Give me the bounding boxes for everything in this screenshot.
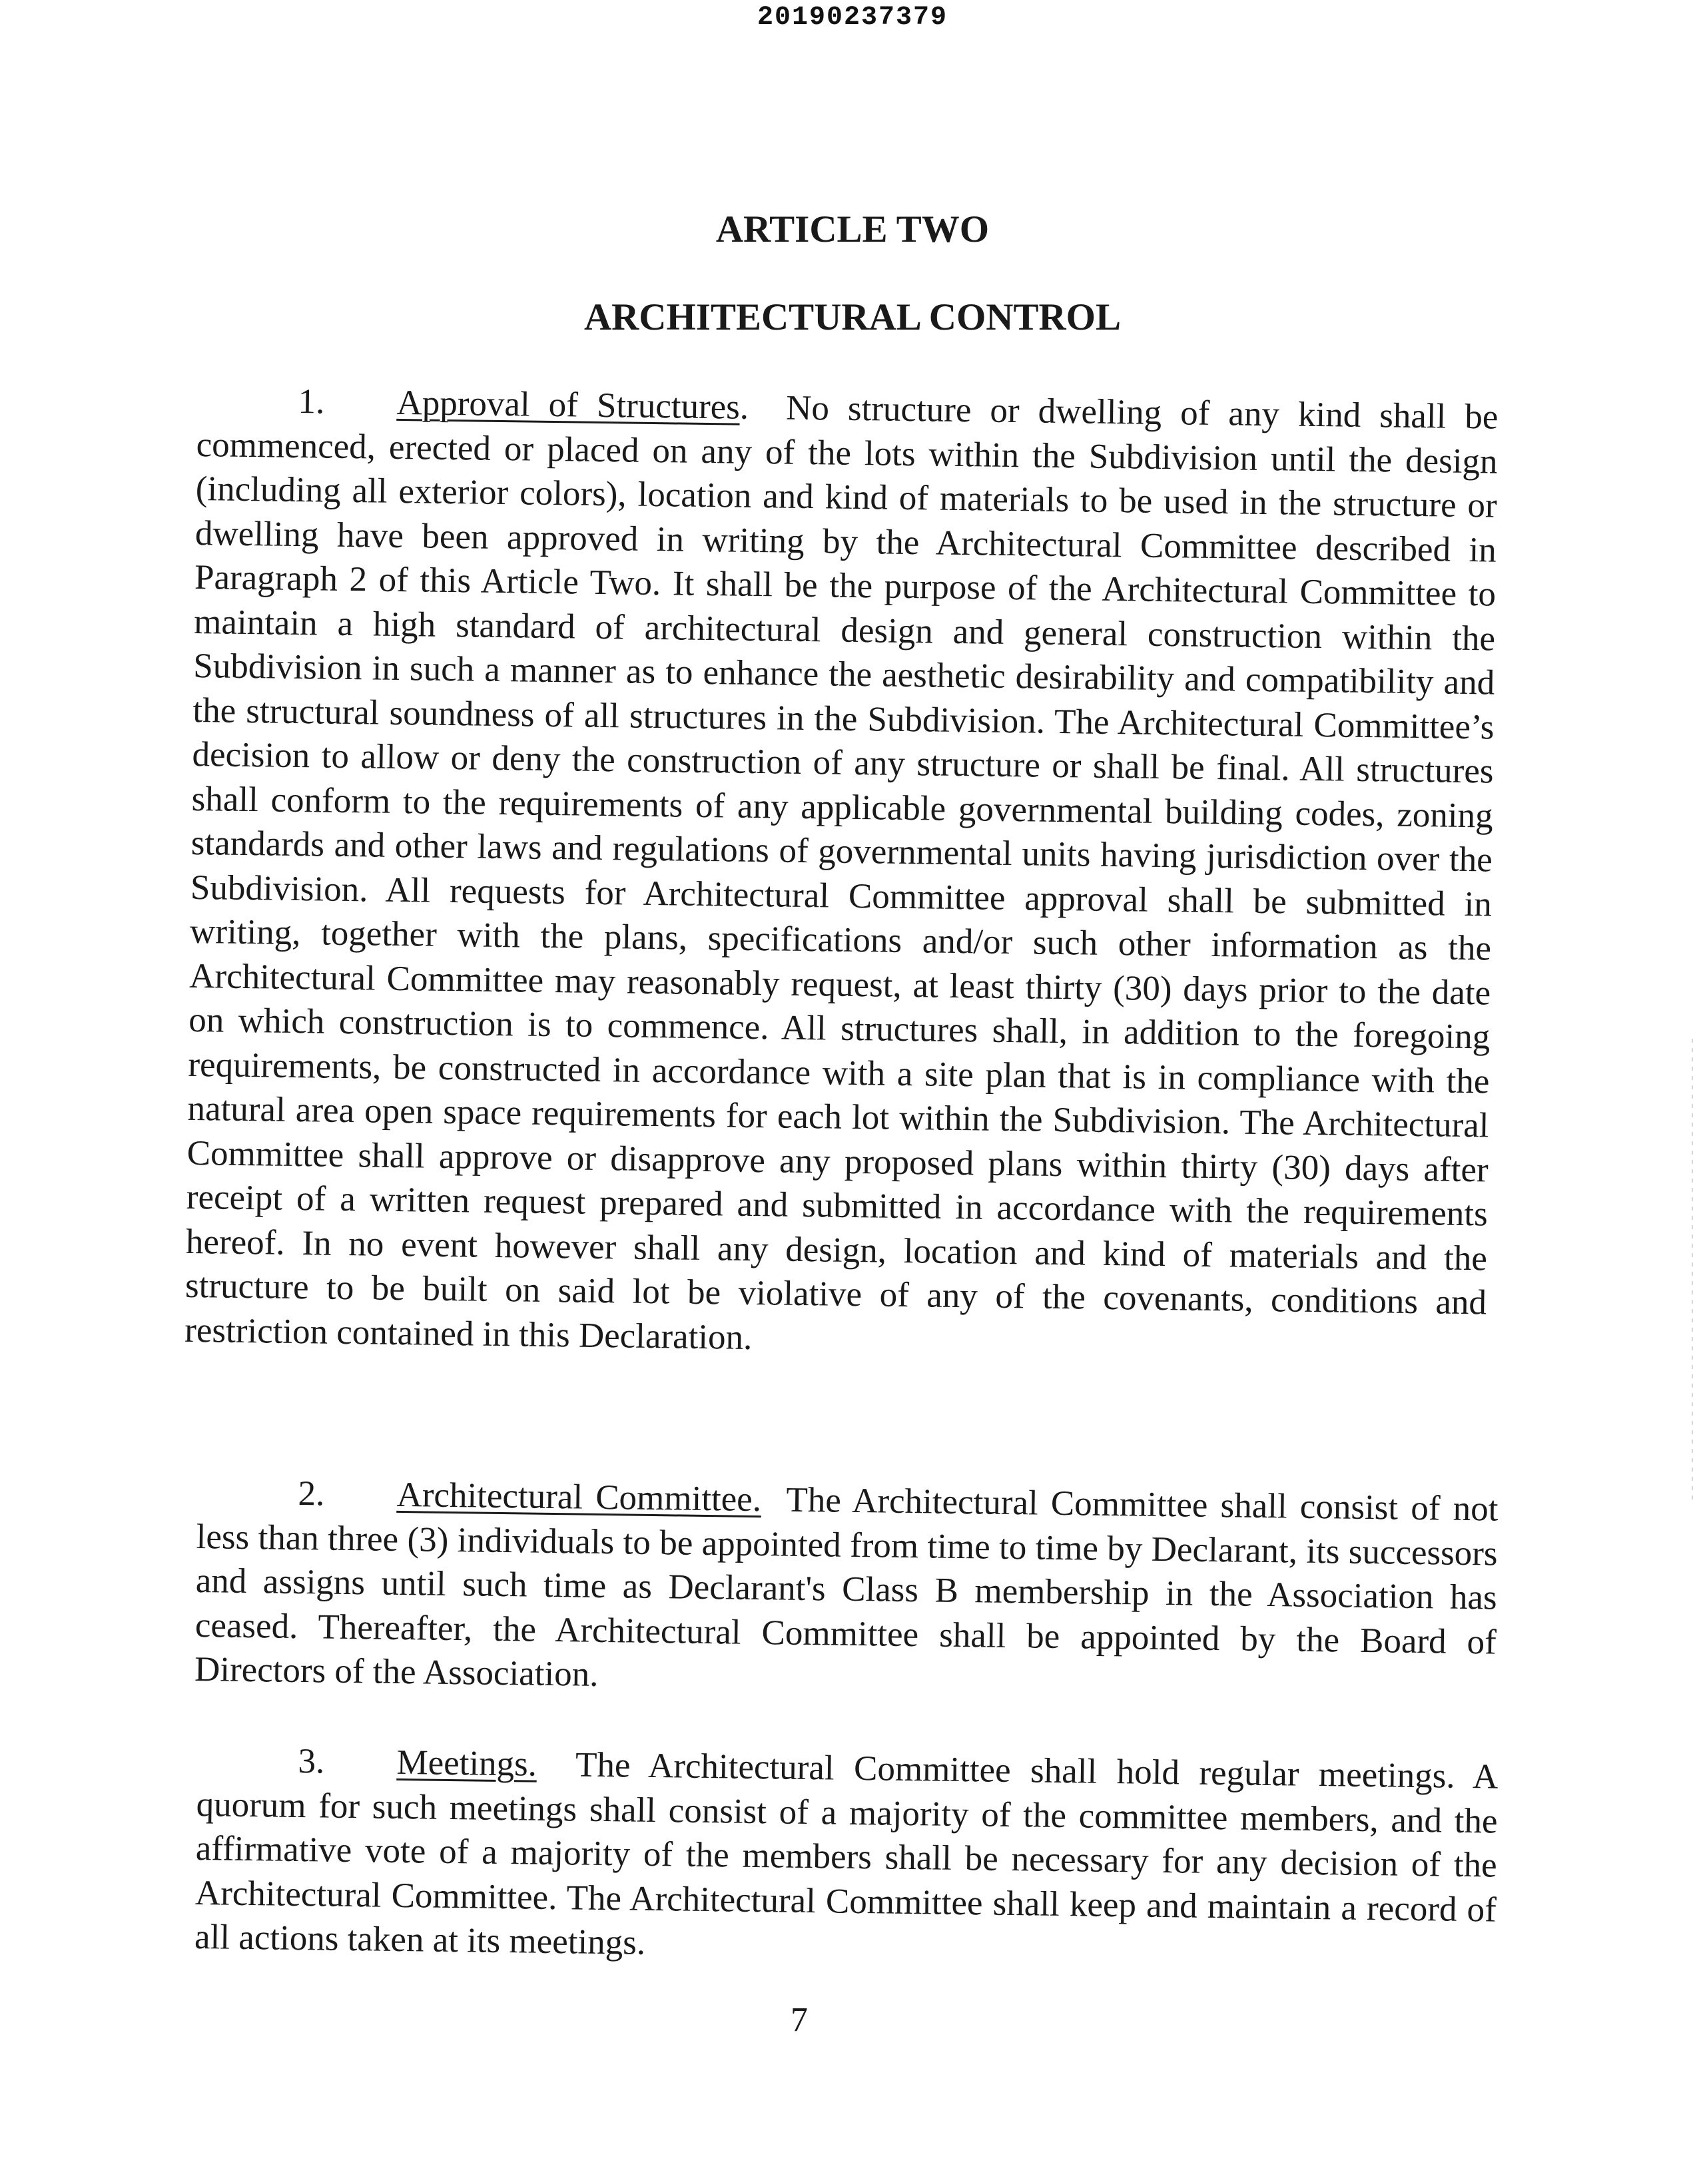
section-architectural-committee (194, 1470, 1499, 1709)
section-body: The Architectural Committee shall hold regular meetings. A quorum for such meetings shall consist of a majority of the committee members, and the affirmative vote of a majority of the members shall be necessary for any decision of the Architectural Committee. The Architectural Committee shall keep and maintain a record of all actions taken at its meetings. (194, 1745, 1499, 1962)
section-title: Meetings. (396, 1743, 537, 1784)
page-number: 7 (791, 2001, 808, 2039)
section-meetings (194, 1738, 1499, 1976)
article-subject-heading: ARCHITECTURAL CONTROL (583, 296, 1122, 338)
section-title-punctuation: . (739, 388, 749, 427)
section-title-punctuation (761, 1480, 762, 1519)
section-number: 2. (298, 1474, 325, 1513)
section-body: The Architectural Committee shall consist of not less than three (3) individuals to be appointed from time to time by Declarant, its successors and assigns until such time as Declarant's Class B membership in the Association has ceased. Thereafter, the Architectural Committee shall be appointed by the Board of Directors of the Association. (194, 1480, 1499, 1694)
section-number: 3. (298, 1741, 325, 1781)
section-title: Architectural Committee. (396, 1475, 762, 1519)
section-body: No structure or dwelling of any kind shall be commenced, erected or placed on any of the lots within the Subdivision until the design (including all exterior colors), location and kind of materials to be used in the structure or dwelling have been approved in writing by the Architectural Committee described in Paragraph 2 of this Article Two. It shall be the purpose of the Architectural Committee to maintain a high standard of architectural design and general construction within the Subdivision in such a manner as to enhance the aesthetic desirability and compatibility and the structural soundness of all structures in the Subdivision. The Architectural Committee’s decision to allow or deny the construction of any structure or shall be final. All structures shall conform to the requirements of any applicable governmental building codes, zoning standards and other laws and regulations of governmental units having jurisdiction over the Subdivision. All requests for Architectural Committee approval shall be submitted in writing, together with the plans, specifications and/or such other information as the Architectural Committee may reasonably request, at least thirty (30) days prior to the date on which construction is to commence. All structures shall, in addition to the foregoing requirements, be constructed in accordance with a site plan that is in compliance with the natural area open space requirements for each lot within the Subdivision. The Architectural Committee shall approve or disapprove any proposed plans within thirty (30) days after receipt of a written request prepared and submitted in accordance with the requirements hereof. In no event however shall any design, location and kind of materials and the structure to be built on said lot be violative of any of the covenants, conditions and restriction contained in this Declaration. (184, 388, 1499, 1357)
document-number: 20190237379 (757, 3, 948, 33)
section-approval-of-structures (184, 378, 1499, 1369)
section-title: Approval of Structures (396, 383, 741, 427)
section-number: 1. (298, 382, 325, 421)
article-heading: ARTICLE TWO (715, 208, 990, 250)
scan-edge-artifact (1692, 1039, 1693, 1505)
